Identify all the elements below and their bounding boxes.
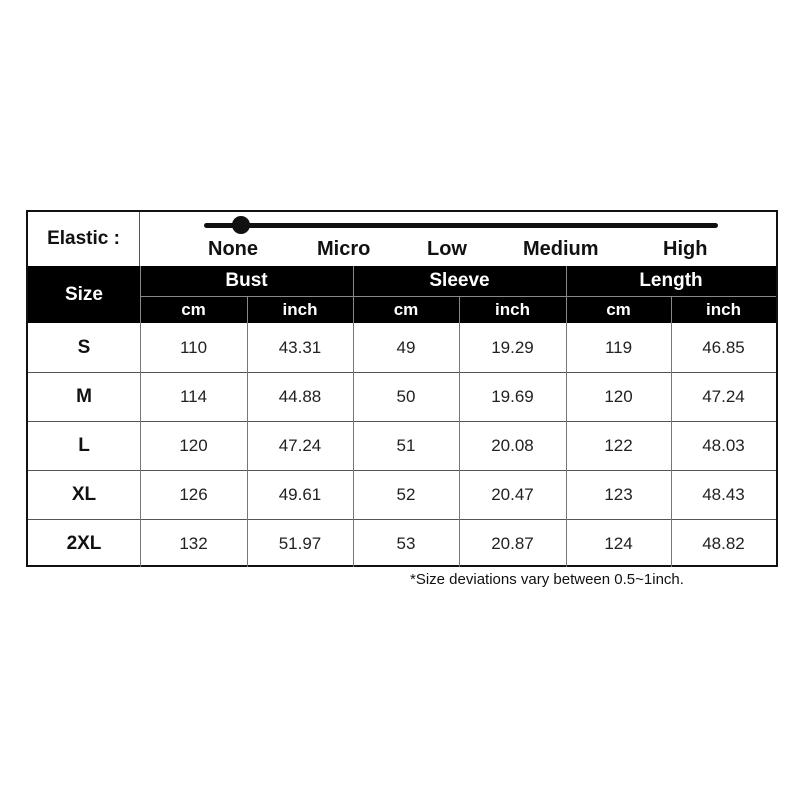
elastic-indicator <box>232 216 250 234</box>
sleeve-inch-cell: 20.47 <box>491 485 534 504</box>
table-body <box>28 323 776 567</box>
sleeve-header: Sleeve <box>429 270 490 291</box>
sleeve-inch-cell: 19.69 <box>491 387 534 406</box>
length-inch-cell: 48.43 <box>702 485 745 504</box>
bust-inch-cell: 49.61 <box>278 485 322 504</box>
bust-cm-header: cm <box>181 299 206 319</box>
elastic-scale <box>140 212 776 266</box>
length-inch-cell: 48.03 <box>702 436 745 455</box>
elastic-level-none: None <box>208 238 258 260</box>
length-inch-cell: 46.85 <box>702 337 745 357</box>
sleeve-cm-header: cm <box>393 299 419 319</box>
column-divider <box>566 323 567 567</box>
table-header <box>28 266 776 323</box>
column-divider <box>671 323 672 567</box>
sleeve-cm-cell: 53 <box>396 534 416 553</box>
header-divider <box>671 296 672 323</box>
sleeve-cm-cell: 49 <box>396 337 416 357</box>
bust-inch-cell: 47.24 <box>278 436 322 455</box>
size-cell: 2XL <box>66 533 102 554</box>
header-divider <box>459 296 460 323</box>
sleeve-cm-cell: 50 <box>396 387 416 406</box>
bust-cm-cell: 120 <box>179 436 208 455</box>
bust-inch-header: inch <box>282 299 318 319</box>
length-inch-header: inch <box>706 299 741 319</box>
size-cell: XL <box>71 484 97 505</box>
elastic-row <box>28 212 776 266</box>
size-column-header: Size <box>64 283 104 305</box>
column-divider <box>459 323 460 567</box>
bust-cm-cell: 110 <box>179 337 208 357</box>
header-divider <box>353 266 354 323</box>
bust-header: Bust <box>225 270 268 291</box>
size-cell: L <box>78 435 90 456</box>
elastic-levels <box>196 238 756 262</box>
size-cell: S <box>77 336 91 358</box>
column-divider <box>247 323 248 567</box>
length-inch-cell: 48.82 <box>702 534 745 553</box>
length-cm-cell: 122 <box>604 436 633 455</box>
elastic-level-high: High <box>663 238 708 260</box>
length-cm-header: cm <box>606 299 631 319</box>
sleeve-cm-cell: 52 <box>396 485 416 504</box>
header-divider <box>566 266 567 323</box>
sleeve-inch-cell: 20.08 <box>491 436 534 455</box>
column-divider <box>353 323 354 567</box>
bust-inch-cell: 43.31 <box>278 337 322 357</box>
bust-inch-cell: 51.97 <box>278 534 322 553</box>
sleeve-inch-header: inch <box>495 299 530 319</box>
header-divider <box>140 266 141 323</box>
elastic-level-medium: Medium <box>523 238 599 260</box>
length-header: Length <box>639 270 703 291</box>
bust-cm-cell: 132 <box>179 534 208 553</box>
column-divider <box>140 323 141 567</box>
length-inch-cell: 47.24 <box>702 387 745 406</box>
elastic-scale-bar <box>204 223 718 228</box>
bust-cm-cell: 114 <box>179 387 208 406</box>
sleeve-cm-cell: 51 <box>396 436 416 455</box>
size-chart <box>26 210 778 567</box>
size-deviation-note: *Size deviations vary between 0.5~1inch. <box>410 571 684 588</box>
header-divider <box>247 296 248 323</box>
length-cm-cell: 123 <box>604 485 633 504</box>
bust-cm-cell: 126 <box>179 485 208 504</box>
elastic-level-low: Low <box>427 238 467 260</box>
sleeve-inch-cell: 20.87 <box>491 534 534 553</box>
sleeve-inch-cell: 19.29 <box>491 337 534 357</box>
size-cell: M <box>76 386 92 407</box>
length-cm-cell: 124 <box>604 534 633 553</box>
elastic-label: Elastic : <box>28 212 140 266</box>
header-rule <box>140 296 776 297</box>
elastic-level-micro: Micro <box>317 238 371 260</box>
bust-inch-cell: 44.88 <box>278 387 322 406</box>
length-cm-cell: 119 <box>604 337 633 357</box>
length-cm-cell: 120 <box>604 387 633 406</box>
